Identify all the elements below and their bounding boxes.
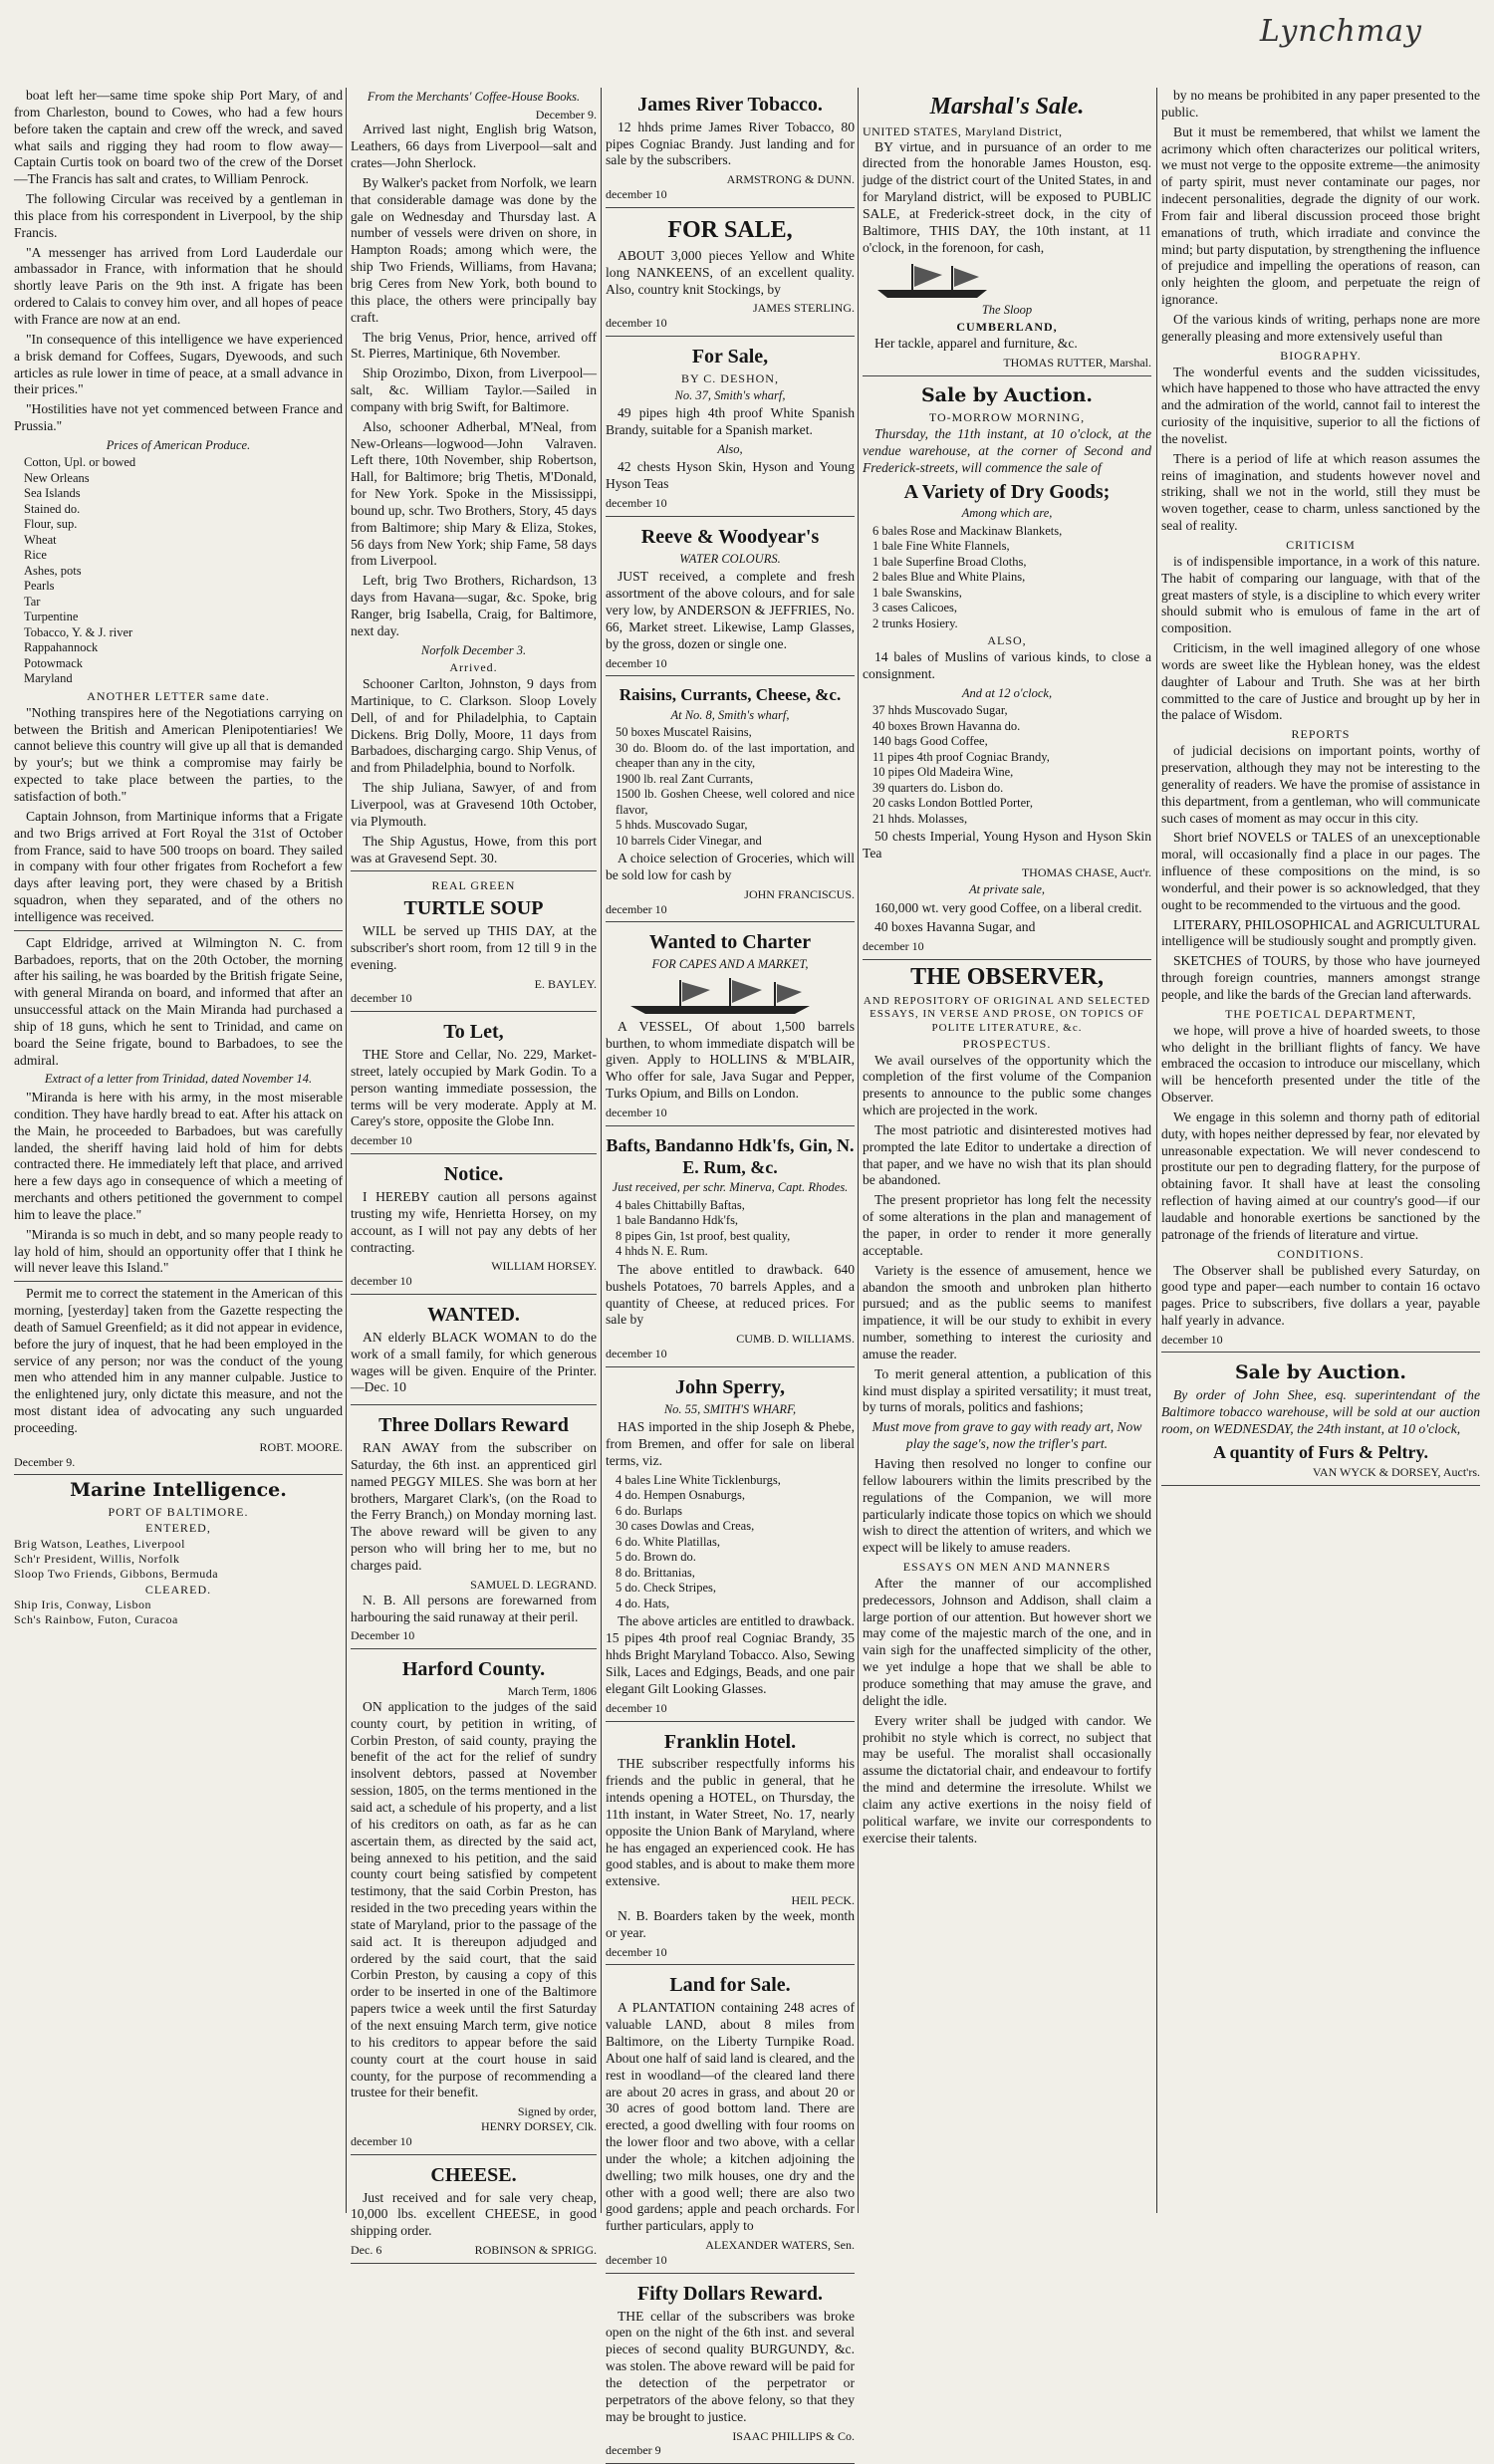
ad-date-text: december 10 (606, 2252, 667, 2267)
ad-date-text: december 10 (606, 1700, 667, 1715)
goods-item: 140 bags Good Coffee, (872, 734, 988, 749)
column-5 (1161, 88, 1480, 2213)
goods-item: 11 pipes 4th proof Cogniac Brandy, (872, 749, 1050, 764)
ad-reward (351, 1408, 597, 1649)
goods-list (606, 1473, 855, 1612)
ad-body: HAS imported in the ship Joseph & Phebe, from Bremen, and offer for sale on liberal terms, viz. (606, 1419, 855, 1469)
ad-date-text: december 9 (606, 2443, 661, 2458)
ad-land-for-sale (606, 1968, 855, 2273)
ad-subtitle: The Sloop (981, 302, 1033, 317)
shipping-row: Brig Watson, Leathes, Liverpool (14, 1536, 185, 1551)
ad-date (351, 1133, 597, 1148)
goods-item: 6 do. Burlaps (616, 1503, 683, 1518)
goods-list (863, 703, 1151, 827)
ad-body: 12 hhds prime James River Tobacco, 80 pipes Cogniac Brandy. Just landing and for sale by the subscribers. (606, 119, 855, 168)
price-item: Potowmack (24, 655, 84, 670)
date-text: December 9. (14, 1454, 76, 1469)
ad-subtitle: And at 12 o'clock, (961, 685, 1053, 700)
news-paragraph: The Observer shall be published every Saturday, on good type and paper—each number to contain 16 octavo pages. Price to subscribers, five dollars a year, payable half yearly in advance. (1161, 1262, 1480, 1329)
news-paragraph: "Nothing transpires here of the Negotiations carrying on between the British and American Plenipotentiaries! We cannot believe this country will give up all that is demanded by your's; but we think a compromise may fairly be expected to take place between the parties, to the satisfaction of both." (14, 704, 343, 804)
ad-date-text: december 10 (606, 496, 667, 511)
ad-title: Sale by Auction. (1234, 1360, 1407, 1383)
ad-body: A choice selection of Groceries, which will be sold low for cash by (606, 851, 855, 882)
ad-date (351, 2243, 597, 2258)
reports-head: REPORTS (1291, 727, 1351, 742)
ad-body: 40 boxes Havanna Sugar, and (874, 919, 1036, 935)
ad-address: No. 37, Smith's wharf, (674, 387, 786, 402)
ad-title: To Let, (443, 1021, 504, 1044)
observer-title: THE OBSERVER, (910, 964, 1104, 991)
ad-date (351, 991, 597, 1006)
arrived-head: Arrived. (449, 660, 498, 675)
news-paragraph: Of the various kinds of writing, perhaps none are more generally pleasing and more extensively useful than (1161, 311, 1480, 344)
ad-james-river-tobacco (606, 88, 855, 208)
news-paragraph: SKETCHES of TOURS, by those who have journeyed through foreign countries, manners amongst strange people, and like the bards of the Grecian land afterwards. (1161, 953, 1480, 1002)
goods-item: 10 pipes Old Madeira Wine, (872, 765, 1014, 780)
ad-body: Just received and for sale very cheap, 10,000 lbs. excellent CHEESE, in good shipping order. (351, 2189, 597, 2239)
goods-item: 39 quarters do. Lisbon do. (872, 780, 1004, 795)
news-paragraph: Captain Johnson, from Martinique informs that a Frigate and two Brigs arrived at Fort Royal the 31st of October from France, said to have 500 troops on board. They sailed in company with four other frigates from Rochefort a few days after leaving port, they were chased by a British squadron, when they separated, and of the others no intelligence was received. (14, 808, 343, 924)
goods-item: 30 do. Bloom do. of the last importation, and cheaper than any in the city, (616, 740, 855, 770)
ad-pretitle: REAL GREEN (431, 878, 516, 893)
ad-date-text: december 10 (606, 187, 667, 202)
ad-address: No. 55, SMITH'S WHARF, (663, 1401, 797, 1416)
marine-head: Marine Intelligence. (70, 1478, 287, 1501)
goods-item: 1 bale Swanskins, (872, 585, 962, 600)
ad-wanted (351, 1298, 597, 1405)
goods-item: 50 boxes Muscatel Raisins, (616, 725, 752, 739)
ad-subtitle: FOR CAPES AND A MARKET, (651, 957, 809, 972)
ad-marshals-sale (863, 88, 1151, 376)
ad-subtitle: UNITED STATES, Maryland District, (863, 123, 1063, 138)
price-item: Ashes, pots (24, 563, 82, 578)
ad-body: THE Store and Cellar, No. 229, Market-street, lately occupied by Mark Godin. To a person wanting immediate possession, the terms will be very moderate. Apply at M. Carey's store, opposite the Globe Inn. (351, 1047, 597, 1129)
shipping-row: Sloop Two Friends, Gibbons, Bermuda (14, 1566, 219, 1581)
ad-title: James River Tobacco. (637, 94, 823, 116)
divider (14, 930, 343, 931)
news-paragraph: Short brief NOVELS or TALES of an unexceptionable moral, will occasionally find a place in our pages. The influence of these compositions on the mind, is so wonderful, and their power is so acknowledged, that they ought to be recommended to the virtuous and the good. (1161, 830, 1480, 912)
prices-title: Prices of American Produce. (106, 437, 251, 452)
price-item: Turpentine (24, 610, 79, 624)
ad-date (863, 939, 1151, 954)
ad-subtitle: BY C. DESHON, (681, 370, 779, 385)
ad-title: A quantity of Furs & Peltry. (1213, 1441, 1428, 1462)
column-4 (863, 88, 1151, 2213)
goods-item: 30 cases Dowlas and Creas, (616, 1519, 755, 1534)
ad-date (606, 902, 855, 917)
ad-date (606, 496, 855, 511)
price-item: Stained do. (24, 501, 81, 516)
news-paragraph: The Ship Agustus, Howe, from this port was at Gravesend Sept. 30. (351, 833, 597, 865)
goods-item: 1 bale Bandanno Hdk'fs, (616, 1213, 739, 1228)
goods-item: 4 bales Chittabilly Baftas, (616, 1197, 745, 1212)
price-item: Sea Islands (24, 486, 81, 501)
ad-date-text: december 10 (351, 2133, 412, 2148)
goods-item: 4 bales Line White Ticklenburgs, (616, 1472, 781, 1487)
essays-head: ESSAYS ON MEN AND MANNERS (902, 1560, 1112, 1575)
goods-item: 2 trunks Hosiery. (872, 616, 958, 630)
goods-item: 6 bales Rose and Mackinaw Blankets, (872, 523, 1063, 538)
goods-item: 1500 lb. Goshen Cheese, well colored and nice flavor, (616, 787, 855, 817)
ad-body: AN elderly BLACK WOMAN to do the work of a small family, for which generous wages will be given. Enquire of the Printer.—Dec. 10 (351, 1329, 597, 1395)
ad-title: CHEESE. (430, 2163, 517, 2186)
ad-subtitle: Just received, per schr. Minerva, Capt. Rhodes. (612, 1180, 849, 1195)
column-rule (601, 88, 602, 2213)
news-paragraph: The present proprietor has long felt the necessity of some alterations in the plan and management of the paper, in order to render it more generally acceptable. (863, 1192, 1151, 1258)
date-line: December 9. (535, 107, 597, 122)
shipping-row: Sch's Rainbow, Futon, Curacoa (14, 1612, 178, 1627)
ad-date: March Term, 1806 (507, 1684, 597, 1699)
ad-date (606, 2443, 855, 2458)
ad-title: Bafts, Bandanno Hdk'fs, Gin, N. E. Rum, &c. (606, 1134, 855, 1178)
ad-subtitle: At private sale, (968, 882, 1046, 896)
price-item: Flour, sup. (24, 517, 78, 532)
ad-date-text: december 10 (606, 655, 667, 670)
handwritten-signature: Lynchmay (1259, 14, 1422, 49)
divider (14, 1474, 343, 1475)
prospectus-head: PROSPECTUS. (962, 1036, 1052, 1051)
column-2 (351, 88, 597, 2258)
column-rule (1156, 88, 1157, 2213)
ad-date (606, 1106, 855, 1120)
ad-signature: ISAAC PHILLIPS & Co. (732, 2428, 855, 2443)
shipping-row: Sch'r President, Willis, Norfolk (14, 1551, 180, 1566)
ad-body: 50 chests Imperial, Young Hyson and Hyson Skin Tea (863, 829, 1151, 862)
ad-john-sperry (606, 1370, 855, 1721)
goods-item: 40 boxes Brown Havanna do. (872, 718, 1021, 733)
ad-title: Three Dollars Reward (378, 1414, 569, 1437)
ad-address: At No. 8, Smith's wharf, (670, 707, 790, 722)
news-paragraph: is of indispensible importance, in a work of this nature. The habit of comparing our language, with that of the great masters of style, is a discipline to which every writer should submit who is emulous of fame in the art of composition. (1161, 553, 1480, 636)
ad-signature: ALEXANDER WATERS, Sen. (705, 2238, 855, 2253)
ad-body: A VESSEL, Of about 1,500 barrels burthen, to whom immediate dispatch will be given. Apply to HOLLINS & M'BLAIR, Who offer for sale, Java Sugar and Pepper, Turks Opium, and Bills on London. (606, 1018, 855, 1102)
ad-also: Also, (717, 441, 743, 456)
conditions-head: CONDITIONS. (1277, 1246, 1365, 1261)
prices-list (14, 455, 343, 687)
cleared-head: CLEARED. (144, 1582, 212, 1597)
ad-water-colours (606, 520, 855, 676)
ship-icon (863, 260, 1151, 300)
ad-body: Thursday, the 11th instant, at 10 o'clock, at the vendue warehouse, at the corner of Second and Frederick-streets, will commence the sale of (863, 426, 1151, 475)
news-paragraph: By Walker's packet from Norfolk, we learn that considerable damage was done by the gale on Wednesday and Thursday last. A number of vessels were driven on shore, in Hampton Roads; among which were, the ship Two Friends, Williams, from Havana; brig Ceres from New York, both bound to this place, the others were principally bay craft. (351, 174, 597, 325)
news-paragraph: But it must be remembered, that whilst we lament the acrimony which often characterizes our political writers, we must not verge to the opposite extreme—the animosity of party spirit, must never contaminate our pages, nor indecent personalities, degrade the dignity of our work. From fair and liberal discussion proceed those bright emanations of truth, which irradiate and convince the mind; but party disputation, by strengthening the influence of prejudice and impelling the operations of reason, can only heighten the gloom, and perpetuate the reign of ignorance. (1161, 123, 1480, 308)
news-paragraph: Variety is the essence of amusement, hence we abandon the smooth and unbroken plan hitherto pursued; and as the public seems to manifest impatience, it will be our study to exhibit in every number, something to interest the curiosity and amuse the reader. (863, 1262, 1151, 1361)
news-paragraph: Left, brig Two Brothers, Richardson, 13 days from Havana—sugar, &c. Spoke, brig Ranger, brig Isabella, Craig, for Baltimore, next day. (351, 573, 597, 638)
goods-item: 4 do. Hempen Osnaburgs, (616, 1488, 745, 1503)
ad-body: THE subscriber respectfully informs his friends and the public in general, that he intends opening a HOTEL, on Thursday, the 11th instant, in Water Street, No. 17, nearly opposite the Union Bank of Maryland, where he has engaged an experienced cook. He has good stables, and is about to make them more extensive. (606, 1756, 855, 1889)
ad-signature: JOHN FRANCISCUS. (744, 886, 855, 901)
ad-subtitle: Among which are, (961, 506, 1053, 521)
news-paragraph: The most patriotic and disinterested motives had prompted the late Editor to undertake a direction of that paper, and we have no wish that its plan should be abandoned. (863, 1121, 1151, 1188)
ad-body: ON application to the judges of the said county court, by petition in writing, of Corbin Preston, of said county, praying the benefit of the act for the relief of sundry insolvent debtors, passed at November session, 1805, on the terms mentioned in the said act, a schedule of his property, and a list of his creditors on oath, as far as he can ascertain them, as directed by the said act, being annexed to his petition, and the said county court being satisfied by competent testimony, that the said Corbin Preston, has resided in the two preceding years within the state of Maryland, prior to the passage of the said act. It is thereupon adjudged and ordered by the said court, that the said Corbin Preston, by causing a copy of this order to be inserted in one of the Baltimore papers twice a week until the first Saturday of the next ensuing March term, give notice to his creditors to appear before the said county court at the court house in said county, for the purpose of recommending a trustee for their benefit. (351, 1698, 597, 2100)
entered-head: ENTERED, (145, 1521, 211, 1536)
goods-item: 4 hhds N. E. Rum. (616, 1244, 708, 1259)
poetical-head: THE POETICAL DEPARTMENT, (1225, 1006, 1416, 1021)
ad-body: RAN AWAY from the subscriber on Saturday, the 6th inst. an apprenticed girl named PEGGY MILES. She was born at her brothers, Margaret Clark's, (on the Road to the Ferry Branch,) on Monday morning last. The above reward will be given to any person who will bring her to me, but no charges paid. (351, 1440, 597, 1573)
ad-for-sale-deshon (606, 340, 855, 517)
ad-signature: HENRY DORSEY, Clk. (480, 2119, 597, 2134)
ad-date (606, 656, 855, 671)
ad-date (351, 1274, 597, 1289)
column-1 (14, 88, 343, 2213)
ad-signature: CUMB. D. WILLIAMS. (736, 1332, 855, 1347)
ad-signature: THOMAS RUTTER, Marshal. (1003, 355, 1151, 370)
goods-item: 1 bale Superfine Broad Cloths, (872, 554, 1027, 569)
ad-bafts (606, 1129, 855, 1367)
ad-note: N. B. All persons are forewarned from harbouring the said runaway at their peril. (351, 1592, 597, 1624)
ad-subtitle: ALSO, (987, 633, 1027, 648)
divider (14, 1281, 343, 1282)
shipping-row: Ship Iris, Conway, Lisbon (14, 1598, 152, 1612)
news-paragraph: Permit me to correct the statement in the American of this morning, [yesterday] taken from the Gazette respecting the death of Samuel Greenfield; as it did not appear in evidence, before the jury of inquest, that he had been employed in the service of any person; nor was the conduct of the young men who attended him in any manner culpable. Justice to the enlightened jury, only dictate this measure, and not the most distant idea of advocating any such unguarded proceeding. (14, 1286, 343, 1435)
news-paragraph: Schooner Carlton, Johnston, 9 days from Martinique, to C. Clarkson. Sloop Lovely Dell, of and for Philadelphia, to Captain Dickens. Brig Dolly, Moore, 11 days from Barbadoes, discharging cargo. Ship Venus, of and from Philadelphia, bound to Norfolk. (351, 676, 597, 776)
ad-body: By order of John Shee, esq. superintendant of the Baltimore tobacco warehouse, will be sold at our auction room, on WEDNESDAY, the 24th instant, at 10 o'clock, (1161, 1387, 1480, 1437)
signature-line: ROBT. MOORE. (259, 1439, 343, 1454)
ad-body: I HEREBY caution all persons against trusting my wife, Henrietta Horsey, on my account, as I will not pay any debts of her contracting. (351, 1188, 597, 1255)
column-3 (606, 88, 855, 2458)
ad-body: Her tackle, apparel and furniture, &c. (874, 335, 1078, 351)
ad-signature: SAMUEL D. LEGRAND. (470, 1577, 597, 1592)
ad-date (606, 1945, 855, 1960)
ad-date-text: december 10 (863, 939, 924, 954)
news-paragraph: of judicial decisions on important points, worthy of preservation, although they may not be interesting to the generality of readers. We have the promise of assistance in this department, from a gentleman, who will communicate such cases of moment as may occur in this city. (1161, 743, 1480, 826)
goods-item: 20 casks London Bottled Porter, (872, 796, 1033, 811)
price-item: Rice (24, 548, 47, 563)
ad-signature: JAMES STERLING. (752, 301, 855, 316)
ad-title: Notice. (443, 1163, 504, 1186)
ad-date-text: december 10 (351, 1274, 412, 1289)
ad-date (606, 1701, 855, 1716)
divider (351, 870, 597, 871)
news-paragraph: LITERARY, PHILOSOPHICAL and AGRICULTURAL intelligence will be studiously sought and promptly given. (1161, 916, 1480, 949)
vessel-name: CUMBERLAND, (956, 320, 1058, 335)
ad-title: Fifty Dollars Reward. (636, 2282, 824, 2305)
ad-title: Harford County. (401, 1658, 546, 1681)
ad-date (606, 2253, 855, 2268)
ad-date-text: December 10 (351, 1628, 415, 1643)
goods-item: 10 barrels Cider Vinegar, and (616, 833, 762, 848)
ad-signature: VAN WYCK & DORSEY, Auct'rs. (1312, 1465, 1480, 1480)
goods-item: 8 do. Brittanias, (616, 1565, 695, 1580)
ad-date (606, 316, 855, 331)
ad-body: 160,000 wt. very good Coffee, on a liberal credit. (874, 899, 1142, 915)
ad-title: Wanted to Charter (648, 931, 812, 954)
ad-title: Sale by Auction. (920, 383, 1094, 406)
ad-title: TURTLE SOUP (403, 897, 544, 920)
ad-signature: ARMSTRONG & DUNN. (726, 172, 855, 187)
ad-date-text: december 10 (606, 1105, 667, 1119)
norfolk-head: Norfolk December 3. (420, 642, 527, 657)
news-paragraph: The wonderful events and the sudden vicissitudes, which have happened to those who have attracted the envy and the admiration of the world, cannot fail to interest the curiosity of the inquisitive, superior to all the fictions of the novelist. (1161, 364, 1480, 446)
news-paragraph: The brig Venus, Prior, hence, arrived off St. Pierres, Martinique, 6th November. (351, 329, 597, 362)
goods-item: 2 bales Blue and White Plains, (872, 570, 1026, 585)
news-paragraph: "Miranda is so much in debt, and so many people ready to lay hold of him, should an opportunity offer that I think he will never leave this Island." (14, 1226, 343, 1276)
ad-furs-auction (1161, 1356, 1480, 1486)
news-paragraph: The following Circular was received by a gentleman in this place from his correspondent in Liverpool, by the ship Francis. (14, 191, 343, 240)
ad-for-sale-nankeens (606, 211, 855, 337)
ad-date-text: december 10 (606, 316, 667, 331)
goods-list (606, 725, 855, 849)
news-paragraph: Arrived last night, English brig Watson, Leathers, 66 days from Liverpool—salt and crates—John Sherlock. (351, 122, 597, 171)
ad-title: Reeve & Woodyear's (640, 526, 820, 549)
ad-wanted-to-charter (606, 925, 855, 1125)
ad-title: WANTED. (427, 1304, 520, 1327)
ad-body: 49 pipes high 4th proof White Spanish Brandy, suitable for a Spanish market. (606, 405, 855, 438)
another-letter-head: ANOTHER LETTER same date. (87, 688, 270, 703)
news-paragraph: To merit general attention, a publication of this kind must display a spirited versatility; it must treat, by turns of morals, politics and fashions; (863, 1365, 1151, 1415)
ad-date (606, 1347, 855, 1361)
goods-item: 21 hhds. Molasses, (872, 811, 968, 826)
coffee-house-head: From the Merchants' Coffee-House Books. (367, 90, 581, 104)
news-paragraph: We engage in this solemn and thorny path of editorial duty, with hopes neither depressed by fear, nor elevated by unreasonable expectation. We will never condescend to prostitute our pen to degrading flattery, for the purpose of obtaining favor. It shall have at least the consoling reflection of having aimed at our country's good—if our laudable and honorable exertions be sanctioned by the patronage of the friends of literature and virtue. (1161, 1109, 1480, 1242)
ad-body: THE cellar of the subscribers was broke open on the night of the 6th inst. and several pieces of second quality BURGUNDY, &c. was stolen. The above reward will be paid for the detection of the perpetrator or perpetrators of the above felony, so that they may be brought to justice. (606, 2308, 855, 2424)
news-paragraph: Also, schooner Adherbal, M'Neal, from New-Orleans—logwood—John Valraven. Left there, 10th November, ship Robertson, Hall, for Baltimore; brig Thetis, M'Donald, for New York. Spoke in the Mississippi, bound up, schr. Two Brothers, Story, 45 days from Baltimore; ship Mary & Eliza, Stokes, 56 days from New York; ship Fame, 58 days from Liverpool. (351, 418, 597, 569)
ad-turtle-soup (351, 875, 597, 1012)
ad-body: 14 bales of Muslins of various kinds, to close a consignment. (863, 649, 1151, 682)
ad-body: ABOUT 3,000 pieces Yellow and White long NANKEENS, of an excellent quality. Also, country knit Stockings, by (606, 247, 855, 297)
price-item: Tobacco, Y. & J. river (24, 624, 133, 639)
news-paragraph: we hope, will prove a hive of hoarded sweets, to those who delight in the brilliant flights of fancy. We have embraced the occasion to introduce our miscellany, which will be henceforth presented under the title of the Observer. (1161, 1022, 1480, 1106)
price-item: Wheat (24, 532, 57, 547)
ad-date-text: december 10 (1161, 1332, 1223, 1347)
goods-item: 37 hhds Muscovado Sugar, (872, 703, 1008, 718)
port-head: PORT OF BALTIMORE. (108, 1505, 249, 1520)
goods-item: 1 bale Fine White Flannels, (872, 539, 1010, 554)
ad-signature: HEIL PECK. (791, 1893, 855, 1908)
goods-item: 8 pipes Gin, 1st proof, best quality, (616, 1228, 791, 1243)
goods-item: 4 do. Hats, (616, 1596, 670, 1610)
ad-date-text: Dec. 6 (351, 2243, 382, 2258)
ad-signature: WILLIAM HORSEY. (491, 1259, 597, 1274)
ad-note: N. B. Boarders taken by the week, month or year. (606, 1907, 855, 1940)
ad-body: 42 chests Hyson Skin, Hyson and Young Hyson Teas (606, 459, 855, 492)
ad-date (1161, 1333, 1480, 1348)
divider (1161, 1352, 1480, 1353)
goods-item: 5 hhds. Muscovado Sugar, (616, 818, 748, 832)
news-paragraph: Every writer shall be judged with candor. We prohibit no style which is correct, no subject that may be useful. The moralist shall occasionally assume the dictatorial chair, and endeavour to fortify the mind and determine the irresolute. Whilst we claim any active exertions in the noisy field of political warfare, we invite our correspondents to exercise their talents. (863, 1712, 1151, 1846)
ad-subtitle: WATER COLOURS. (679, 551, 781, 566)
goods-list (863, 524, 1151, 632)
ad-date-text: december 10 (606, 901, 667, 916)
news-paragraph: "A messenger has arrived from Lord Lauderdale our ambassador in France, with information that he should shortly leave Paris on the 9th inst. A frigate has been ordered to Calais to convey him over, and all hopes of peace with France are now at an end. (14, 244, 343, 327)
price-item: Tar (24, 594, 41, 609)
goods-item: 5 do. Check Stripes, (616, 1581, 717, 1596)
news-paragraph: After the manner of our accomplished predecessors, Johnson and Addison, shall claim a large portion of our attention. But however short we may come of the majestic march of the one, and in vain sigh for the unaffected simplicity of the other, we yet indulge a hope that we shall be able to produce something that may amuse the grave, and delight the idle. (863, 1575, 1151, 1708)
ad-date (351, 1628, 597, 1643)
criticism-head: CRITICISM (1286, 537, 1356, 552)
news-paragraph: We avail ourselves of the opportunity which the completion of the first volume of the Companion presents to announce to the public some changes which are projected in the work. (863, 1052, 1151, 1118)
verse: Must move from grave to gay with ready art, Now play the sage's, now the trifler's part. (872, 1419, 1142, 1452)
ad-date-text: december 10 (351, 1133, 412, 1148)
news-paragraph: Ship Orozimbo, Dixon, from Liverpool—salt, &c. William Taylor.—Sailed in company with brig Swift, for Baltimore. (351, 366, 597, 414)
ad-title: Franklin Hotel. (663, 1730, 797, 1753)
price-item: Rappahannock (24, 640, 99, 655)
ad-date (351, 2134, 597, 2149)
ad-harford-county (351, 1652, 597, 2155)
ad-date-text: december 10 (351, 991, 412, 1006)
ad-date-text: december 10 (606, 1944, 667, 1959)
ad-signature: ROBINSON & SPRIGG. (474, 2243, 597, 2258)
ad-fifty-dollars-reward (606, 2277, 855, 2464)
biography-head: BIOGRAPHY. (1280, 348, 1362, 363)
ad-to-let (351, 1015, 597, 1154)
news-paragraph: "Miranda is here with his army, in the most miserable condition. They have hardly bread to eat. After his attack on the Main, he proceeded to Barbadoes, but was carefully landed, the sheriff having laid hold of him for debts contracted there. He immediately left that place, and arrived here a few days ago in consequence of which a meeting of merchants and others petitioned the government to compel him to leave the place." (14, 1089, 343, 1222)
news-paragraph: Having then resolved no longer to confine our fellow labourers within the limits prescribed by the regulations of the Companion, we will more particularly indicate those topics on which we should wish to direct the attention of writers, and which we expect will be likely to amuse readers. (863, 1455, 1151, 1556)
ad-title: John Sperry, (674, 1376, 786, 1399)
goods-item: 5 do. Brown do. (616, 1550, 696, 1565)
ad-date-text: december 10 (606, 1347, 667, 1361)
ad-cheese (351, 2158, 597, 2264)
news-paragraph: Capt Eldridge, arrived at Wilmington N. C. from Barbadoes, reports, that on the 20th October, the morning after his sailing, he was boarded by the British frigate Seine, with general Miranda on board, and informed that after an unsuccessful attack on the Main Miranda had purchased a ship of 18 guns, which he sent to Trinidad, and came on board the Seine frigate, bound to Barbadoes, to see the admiral. (14, 934, 343, 1068)
ad-title: A Variety of Dry Goods; (903, 480, 1111, 503)
ad-notice (351, 1157, 597, 1295)
news-paragraph: There is a period of life at which reason assumes the reins of imagination, and students however novel and striking, shall we not in the world, still they must be woven together, cease to charm, unless sanctioned by the seal of reality. (1161, 450, 1480, 534)
ad-franklin-hotel (606, 1725, 855, 1966)
date-line (14, 1455, 343, 1470)
price-item: New Orleans (24, 470, 90, 485)
news-paragraph: Criticism, in the well imagined allegory of one whose words are sweet like the Hyblean honey, was the eldest daughter of Labour and Truth. She was at her birth committed to the care of Justice and brought up by her in the palace of Wisdom. (1161, 640, 1480, 723)
news-paragraph: boat left her—same time spoke ship Port Mary, of and from Charleston, bound to Cowes, who had a few hours before taken the captain and crew off the wreck, and saved what sails and rigging they had room to flow away—Captain Curtis took on board two of the crew of the Dorset—The Francis has salt and crates, to William Penrock. (14, 88, 343, 187)
news-paragraph: The ship Juliana, Sawyer, of and from Liverpool, was at Gravesend 10th October, via Plymouth. (351, 780, 597, 829)
ship-icon (606, 976, 855, 1016)
ad-signature: E. BAYLEY. (534, 976, 597, 991)
ad-body: The above entitled to drawback. 640 bushels Potatoes, 70 barrels Apples, and a quantity of Cheese, at reduced prices. For sale by (606, 1261, 855, 1328)
ad-subtitle: TO-MORROW MORNING, (928, 410, 1086, 425)
ad-title: For Sale, (691, 346, 769, 369)
goods-item: 1900 lb. real Zant Currants, (616, 771, 754, 786)
ad-date (606, 187, 855, 202)
price-item: Cotton, Upl. or bowed (24, 455, 136, 470)
ad-body: JUST received, a complete and fresh assortment of the above colours, and for sale very low, by ANDERSON & JEFFRIES, No. 66, Market street. Likewise, Lamp Glasses, by the gross, dozen or single one. (606, 569, 855, 651)
ad-title: Marshal's Sale. (929, 94, 1085, 120)
ad-body: A PLANTATION containing 248 acres of valuable LAND, about 8 miles from Baltimore, on the Liberty Turnpike Road. About one half of said land is cleared, and the rest in woodland—of the cleared land there are about 20 acres in grass, and about 20 or 30 acres of good bottom land. There are erected, a good dwelling with four rooms on the lower floor and two above, with a cellar under the whole; a kitchen adjoining the dwelling; two milk houses, one dry and the other with a good well; there are also two good gardens; apple and peach orchards. For further particulars, apply to (606, 2000, 855, 2234)
price-item: Pearls (24, 579, 55, 594)
ad-body: WILL be served up THIS DAY, at the subscriber's short room, from 12 till 9 in the evening. (351, 923, 597, 972)
ad-raisins (606, 679, 855, 922)
ad-body: The above articles are entitled to drawback. 15 pipes 4th proof real Cogniac Brandy, 35 hhds Bright Maryland Tobacco. Also, Sewing Silk, Laces and Edgings, Beads, and one pair elegant Gilt Looking Glasses. (606, 1613, 855, 1696)
column-rule (858, 88, 859, 2213)
observer-subtitle: AND REPOSITORY OF ORIGINAL AND SELECTED ESSAYS, IN VERSE AND PROSE, ON TOPICS OF POLITE LITERATURE, &c. (863, 994, 1151, 1035)
ad-title: FOR SALE, (667, 217, 793, 244)
ad-title: Land for Sale. (669, 1974, 791, 1997)
goods-list (606, 1198, 855, 1260)
goods-item: 6 do. White Platillas, (616, 1534, 720, 1549)
news-paragraph: "Hostilities have not yet commenced between France and Prussia." (14, 401, 343, 434)
ad-signature: Signed by order, (517, 2104, 597, 2119)
column-rule (346, 88, 347, 2213)
price-item: Maryland (24, 671, 73, 686)
ad-title: Raisins, Currants, Cheese, &c. (619, 685, 842, 705)
ad-sale-by-auction (863, 379, 1151, 960)
ad-body: BY virtue, and in pursuance of an order to me directed from the honorable James Houston, esq. judge of the district court of the United States, in and for Maryland district, will be exposed to PUBLIC SALE, at Frederick-street dock, in the city of Baltimore, THIS DAY, the 10th instant, at 11 o'clock, in the forenoon, for cash, (863, 138, 1151, 255)
goods-item: 3 cases Calicoes, (872, 601, 958, 616)
news-paragraph: "In consequence of this intelligence we have experienced a brisk demand for Coffees, Sugars, Dyewoods, and such articles as rule lower in time of peace, at a small advance in their prices." (14, 331, 343, 397)
ad-signature: THOMAS CHASE, Auct'r. (1021, 865, 1151, 880)
news-paragraph: by no means be prohibited in any paper presented to the public. (1161, 88, 1480, 120)
extract-head: Extract of a letter from Trinidad, dated November 14. (44, 1072, 313, 1087)
